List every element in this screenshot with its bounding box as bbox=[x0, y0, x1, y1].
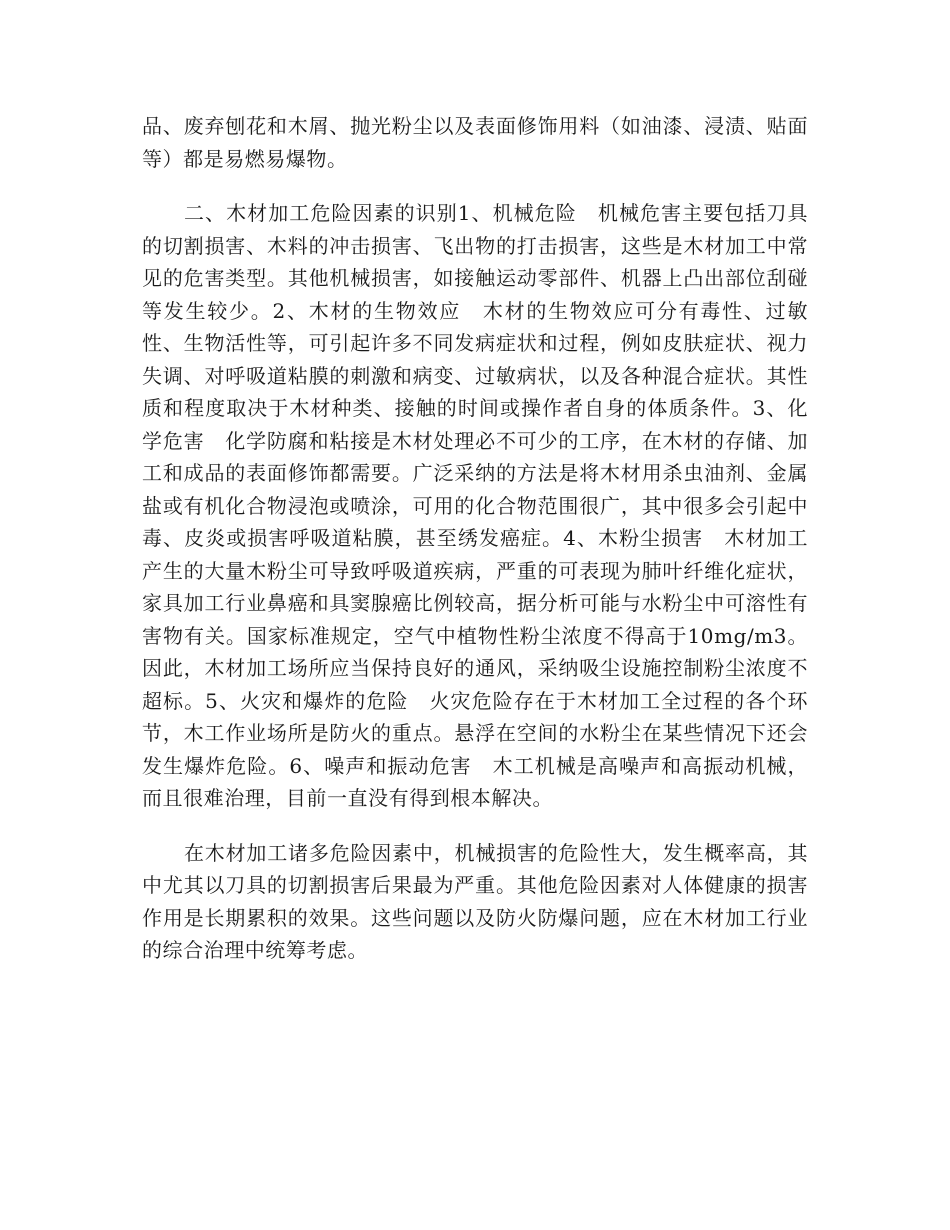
paragraph-hazard-identification: 二、木材加工危险因素的识别1、机械危险 机械危害主要包括刀具的切割损害、木料的冲击损害、飞出物的打击损害，这些是木材加工中常见的危害类型。其他机械损害，如接触运动零部件、机器上凸出部位刮碰等发生较少。2、木材的生物效应 木材的生物效应可分有毒性、过敏性、生物活性等，可引起许多不同发病症状和过程，例如皮肤症状、视力失调、对呼吸道粘膜的刺激和病变、过敏病状，以及各种混合症状。其性质和程度取决于木材种类、接触的时间或操作者自身的体质条件。3、化学危害 化学防腐和粘接是木材处理必不可少的工序，在木材的存储、加工和成品的表面修饰都需要。广泛采纳的方法是将木材用杀虫油剂、金属盐或有机化合物浸泡或喷涂，可用的化合物范围很广，其中很多会引起中毒、皮炎或损害呼吸道粘膜，甚至绣发癌症。4、木粉尘损害 木材加工产生的大量木粉尘可导致呼吸道疾病，严重的可表现为肺叶纤维化症状，家具加工行业鼻癌和具窦腺癌比例较高，据分析可能与水粉尘中可溶性有害物有关。国家标准规定，空气中植物性粉尘浓度不得高于10mg/m3。因此，木材加工场所应当保持良好的通风，采纳吸尘设施控制粉尘浓度不超标。5、火灾和爆炸的危险 火灾危险存在于木材加工全过程的各个环节，木工作业场所是防火的重点。悬浮在空间的水粉尘在某些情况下还会发生爆炸危险。6、噪声和振动危害 木工机械是高噪声和高振动机械，而且很难治理，目前一直没有得到根本解决。 bbox=[142, 201, 808, 810]
paragraph-conclusion: 在木材加工诸多危险因素中，机械损害的危险性大，发生概率高，其中尤其以刀具的切割损害后果最为严重。其他危险因素对人体健康的损害作用是长期累积的效果。这些问题以及防火防爆问题，应在木材加工行业的综合治理中统筹考虑。 bbox=[142, 840, 808, 962]
paragraph-continuation: 品、废弃刨花和木屑、抛光粉尘以及表面修饰用料（如油漆、浸渍、贴面等）都是易燃易爆物。 bbox=[142, 114, 808, 171]
document-body bbox=[142, 110, 808, 967]
